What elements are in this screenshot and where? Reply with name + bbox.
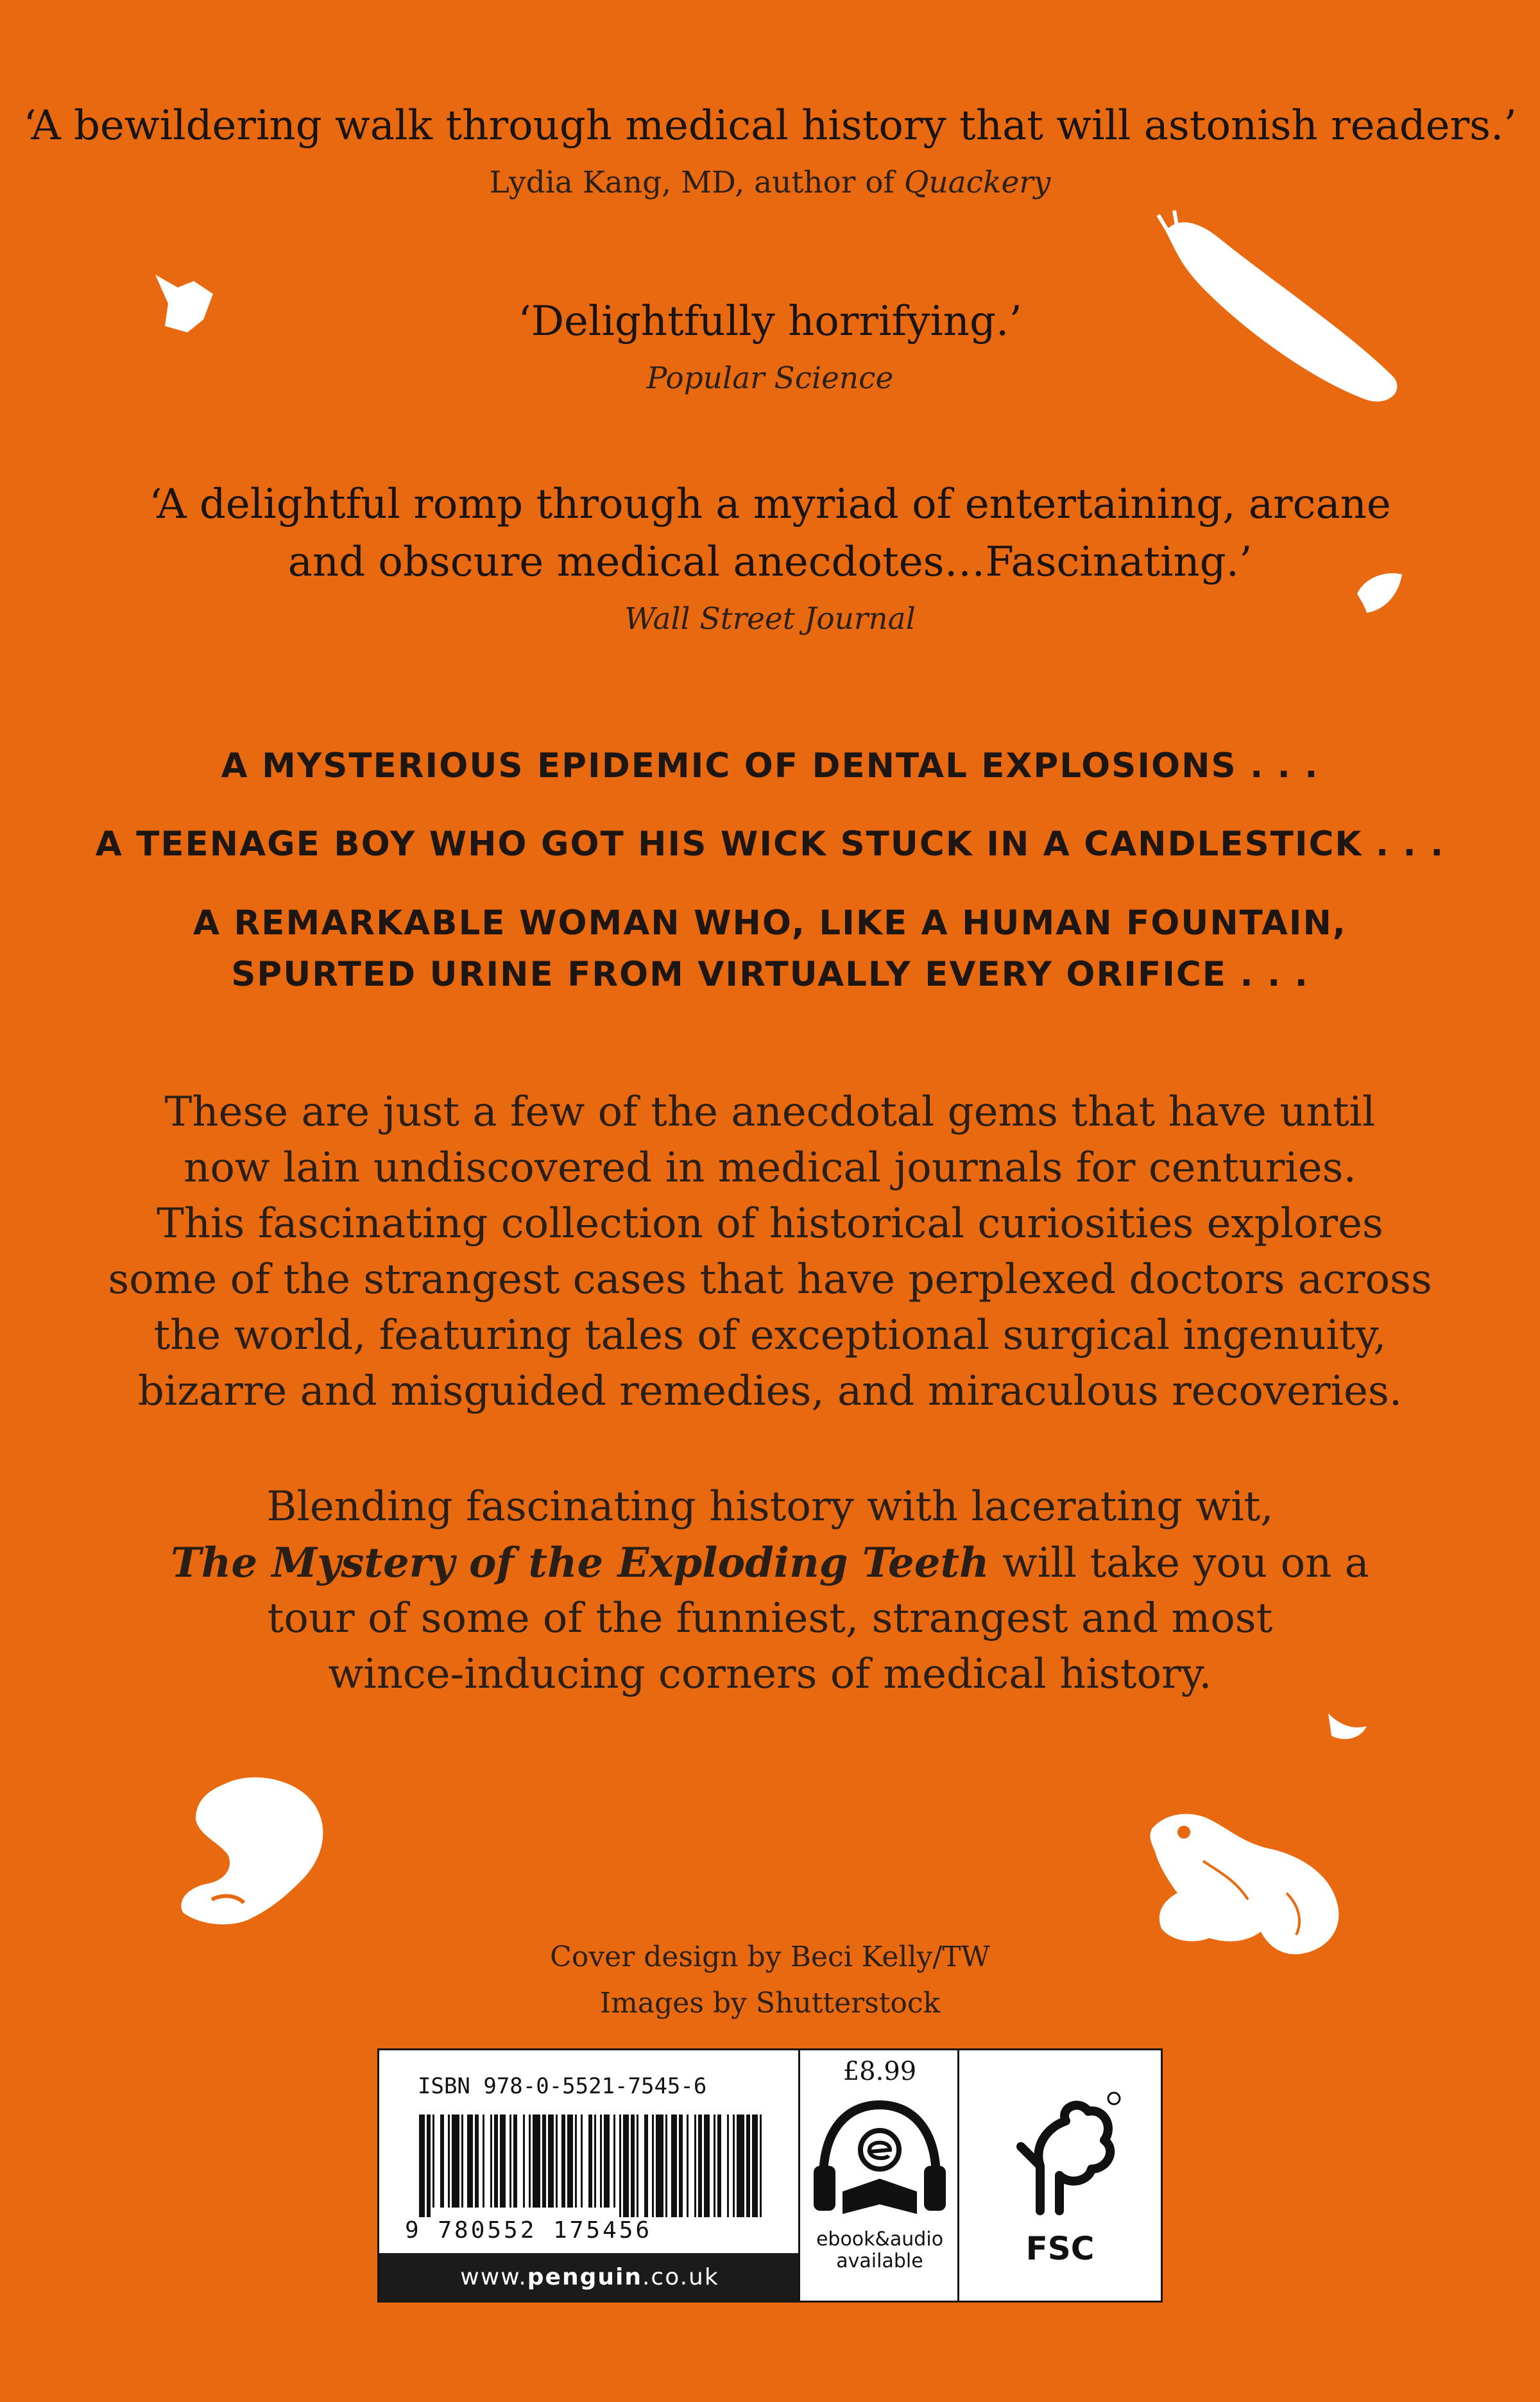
- price: £8.99: [843, 2057, 917, 2086]
- blurb-1-line: bizarre and misguided remedies, and miraculous recoveries.: [137, 1368, 1403, 1415]
- url-suffix: .co.uk: [642, 2264, 719, 2290]
- chip-silhouette: [1325, 1707, 1370, 1746]
- barcode-bar: [533, 2115, 540, 2208]
- publisher-url[interactable]: [379, 2253, 800, 2302]
- barcode-bar: [581, 2115, 583, 2208]
- barcode-bar: [604, 2115, 610, 2208]
- barcode-bar: [717, 2115, 721, 2217]
- barcode-bar: [467, 2115, 473, 2208]
- blurb-1-line: now lain undiscovered in medical journals for centuries.: [184, 1144, 1356, 1192]
- barcode-bar: [623, 2115, 629, 2217]
- barcode-bar: [567, 2115, 573, 2208]
- review-1-quote: ‘A bewildering walk through medical history that will astonish readers.’: [23, 102, 1517, 150]
- barcode-bar: [523, 2115, 525, 2208]
- barcode-bar: [760, 2115, 762, 2217]
- barcode-bar: [644, 2115, 648, 2217]
- barcode-bar: [509, 2115, 511, 2208]
- barcode-bar: [575, 2115, 577, 2208]
- review-1-attribution-prefix: Lydia Kang, MD, author of: [489, 165, 904, 200]
- url-brand: penguin: [527, 2264, 642, 2290]
- barcode-bar: [652, 2115, 654, 2217]
- barcode: [416, 2115, 769, 2217]
- review-2-quote: ‘Delightfully horrifying.’: [518, 298, 1022, 345]
- barcode-bar: [483, 2115, 484, 2208]
- barcode-bar: [600, 2115, 602, 2208]
- barcode-bar: [704, 2115, 710, 2217]
- barcode-bar: [432, 2115, 434, 2208]
- barcode-bar: [671, 2115, 677, 2217]
- review-3-quote-line2: and obscure medical anecdotes…Fascinating.’: [287, 538, 1253, 586]
- blurb-1-line: These are just a few of the anecdotal gems that have until: [164, 1088, 1376, 1136]
- fsc-label: FSC: [1025, 2230, 1095, 2267]
- barcode-bar: [746, 2115, 750, 2217]
- barcode-bar: [613, 2115, 615, 2208]
- barcode-bar: [461, 2115, 463, 2208]
- barcode-bar: [619, 2115, 621, 2217]
- review-3-quote-line1: ‘A delightful romp through a myriad of entertaining, arcane: [149, 481, 1391, 528]
- review-3-attribution-source: Wall Street Journal: [624, 601, 916, 637]
- barcode-bar: [500, 2115, 506, 2208]
- barcode-bar: [694, 2115, 696, 2217]
- barcode-bar: [452, 2115, 459, 2208]
- ebook-audio-label: [800, 2229, 959, 2272]
- review-2-attribution-source: Popular Science: [646, 361, 894, 396]
- barcode-panel: [377, 2048, 1163, 2303]
- barcode-bar: [727, 2115, 729, 2217]
- blurb-1-line: the world, featuring tales of exceptional surgical ingenuity,: [153, 1312, 1387, 1359]
- teaser-3: A REMARKABLE WOMAN WHO, LIKE A HUMAN FOUNTAIN,: [193, 904, 1347, 943]
- barcode-bar: [588, 2115, 592, 2208]
- barcode-bar: [448, 2115, 450, 2208]
- barcode-bar: [698, 2115, 702, 2217]
- barcode-bar: [737, 2115, 744, 2217]
- barcode-bar: [542, 2115, 546, 2208]
- blurb-1-line: This fascinating collection of historical curiosities explores: [157, 1200, 1383, 1248]
- barcode-bar: [419, 2115, 425, 2217]
- teaser-2: A TEENAGE BOY WHO GOT HIS WICK STUCK IN A CANDLESTICK . . .: [95, 825, 1445, 864]
- cover-design-credit: Cover design by Beci Kelly/TW: [550, 1941, 990, 1973]
- ebook-audio-icon: [810, 2095, 949, 2224]
- review-3-attribution: [0, 597, 1540, 642]
- images-credit: Images by Shutterstock: [599, 1987, 941, 2020]
- barcode-bar: [733, 2115, 735, 2217]
- review-1-attribution: [0, 160, 1540, 205]
- barcode-bar: [631, 2115, 635, 2217]
- blurb-1-line: some of the strangest cases that have perplexed doctors across: [108, 1256, 1432, 1303]
- barcode-bar: [475, 2115, 479, 2208]
- blurb-2-line-rest: will take you on a: [989, 1540, 1369, 1587]
- tooth-silhouette: [173, 1771, 340, 1932]
- barcode-digits: 9 780552 175456: [405, 2217, 653, 2243]
- barcode-bar: [656, 2115, 663, 2217]
- barcode-bar: [529, 2115, 531, 2208]
- barcode-bar: [561, 2115, 565, 2208]
- barcode-bar: [440, 2115, 444, 2208]
- barcode-bar: [665, 2115, 667, 2217]
- review-2-attribution: [0, 356, 1540, 401]
- barcode-bar: [494, 2115, 498, 2208]
- barcode-bar: [752, 2115, 758, 2217]
- barcode-bar: [490, 2115, 492, 2208]
- barcode-bar: [637, 2115, 638, 2217]
- barcode-bar: [679, 2115, 683, 2217]
- barcode-bar: [556, 2115, 558, 2208]
- blurb-2-line: Blending fascinating history with lacerating wit,: [266, 1483, 1274, 1531]
- barcode-bar: [427, 2115, 431, 2217]
- blurb-2-line: tour of some of the funniest, strangest and most: [267, 1595, 1273, 1642]
- teaser-1: A MYSTERIOUS EPIDEMIC OF DENTAL EXPLOSIONS . . .: [221, 746, 1319, 785]
- ebook-audio-label-line2: available: [836, 2250, 923, 2272]
- barcode-bar: [513, 2115, 517, 2208]
- blurb-2-line: wince-inducing corners of medical history.: [328, 1651, 1212, 1698]
- barcode-bar: [687, 2115, 689, 2217]
- barcode-bar: [594, 2115, 596, 2208]
- review-1-attribution-title: Quackery: [903, 165, 1051, 200]
- barcode-bar: [714, 2115, 715, 2217]
- fsc-tree-icon: [995, 2089, 1124, 2224]
- blurb-2-line: [0, 1535, 1540, 1591]
- isbn-label: ISBN 978-0-5521-7545-6: [418, 2073, 707, 2099]
- ebook-audio-label-line1: ebook&audio: [816, 2228, 944, 2251]
- book-title: The Mystery of the Exploding Teeth: [171, 1539, 989, 1587]
- barcode-bar: [548, 2115, 554, 2208]
- teaser-4: SPURTED URINE FROM VIRTUALLY EVERY ORIFICE . . .: [231, 955, 1309, 994]
- url-prefix: www.: [460, 2264, 527, 2290]
